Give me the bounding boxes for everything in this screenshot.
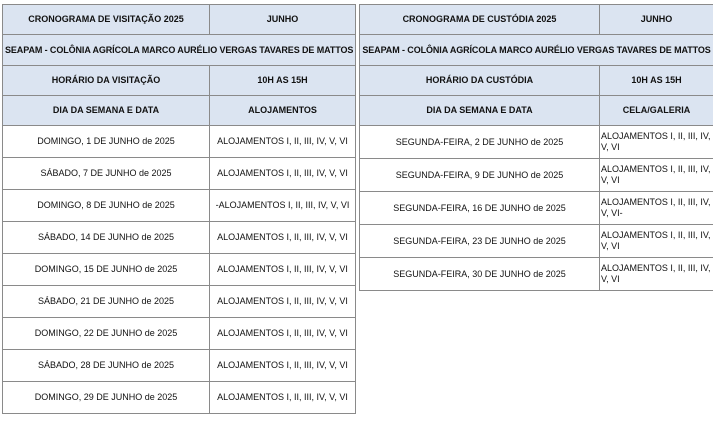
visitation-organization: SEAPAM - COLÔNIA AGRÍCOLA MARCO AURÉLIO VERGAS TAVARES DE MATTOS: [3, 35, 356, 66]
row-date: SEGUNDA-FEIRA, 30 DE JUNHO de 2025: [360, 258, 600, 291]
custody-hours-label: HORÁRIO DA CUSTÓDIA: [360, 66, 600, 96]
table-row: [3, 350, 356, 382]
table-row: [3, 126, 356, 158]
row-date: DOMINGO, 15 DE JUNHO de 2025: [3, 254, 210, 286]
table-row: [3, 158, 356, 190]
table-row: [360, 258, 713, 291]
custody-organization: SEAPAM - COLÔNIA AGRÍCOLA MARCO AURÉLIO VERGAS TAVARES DE MATTOS: [360, 35, 713, 66]
row-location: ALOJAMENTOS I, II, III, IV, V, VI: [600, 126, 713, 159]
row-date: DOMINGO, 8 DE JUNHO de 2025: [3, 190, 210, 222]
table-row: [360, 126, 713, 159]
table-row: [3, 318, 356, 350]
custody-col-date: DIA DA SEMANA E DATA: [360, 96, 600, 126]
row-date: SEGUNDA-FEIRA, 9 DE JUNHO de 2025: [360, 159, 600, 192]
custody-title: CRONOGRAMA DE CUSTÓDIA 2025: [360, 5, 600, 35]
custody-month: JUNHO: [600, 5, 713, 35]
row-date: SÁBADO, 7 DE JUNHO de 2025: [3, 158, 210, 190]
table-row: [360, 159, 713, 192]
visitation-schedule-table: [2, 4, 356, 414]
row-location: ALOJAMENTOS I, II, III, IV, V, VI: [210, 254, 356, 286]
table-row: [360, 192, 713, 225]
row-date: DOMINGO, 1 DE JUNHO de 2025: [3, 126, 210, 158]
visitation-hours-value: 10H AS 15H: [210, 66, 356, 96]
row-location: ALOJAMENTOS I, II, III, IV, V, VI: [210, 158, 356, 190]
row-date: DOMINGO, 29 DE JUNHO de 2025: [3, 382, 210, 414]
visitation-col-date: DIA DA SEMANA E DATA: [3, 96, 210, 126]
row-date: SEGUNDA-FEIRA, 2 DE JUNHO de 2025: [360, 126, 600, 159]
row-date: SEGUNDA-FEIRA, 23 DE JUNHO de 2025: [360, 225, 600, 258]
row-location: ALOJAMENTOS I, II, III, IV, V, VI: [600, 225, 713, 258]
table-row: [3, 190, 356, 222]
row-location: ALOJAMENTOS I, II, III, IV, V, VI: [210, 350, 356, 382]
row-location: ALOJAMENTOS I, II, III, IV, V, VI: [210, 382, 356, 414]
table-row: [3, 222, 356, 254]
visitation-col-location: ALOJAMENTOS: [210, 96, 356, 126]
row-date: SÁBADO, 21 DE JUNHO de 2025: [3, 286, 210, 318]
row-location: ALOJAMENTOS I, II, III, IV, V, VI: [210, 222, 356, 254]
custody-col-location: CELA/GALERIA: [600, 96, 713, 126]
row-location: -ALOJAMENTOS I, II, III, IV, V, VI: [210, 190, 356, 222]
table-row: [360, 225, 713, 258]
table-row: [3, 286, 356, 318]
table-row: [3, 254, 356, 286]
row-location: ALOJAMENTOS I, II, III, IV, V, VI: [210, 286, 356, 318]
visitation-hours-label: HORÁRIO DA VISITAÇÃO: [3, 66, 210, 96]
visitation-month: JUNHO: [210, 5, 356, 35]
row-location: ALOJAMENTOS I, II, III, IV, V, VI-: [600, 192, 713, 225]
row-date: SÁBADO, 28 DE JUNHO de 2025: [3, 350, 210, 382]
row-location: ALOJAMENTOS I, II, III, IV, V, VI: [210, 318, 356, 350]
row-location: ALOJAMENTOS I, II, III, IV, V, VI: [600, 159, 713, 192]
table-row: [3, 382, 356, 414]
custody-schedule-table: [359, 4, 713, 291]
row-location: ALOJAMENTOS I, II, III, IV, V, VI: [600, 258, 713, 291]
row-date: SEGUNDA-FEIRA, 16 DE JUNHO de 2025: [360, 192, 600, 225]
row-location: ALOJAMENTOS I, II, III, IV, V, VI: [210, 126, 356, 158]
row-date: SÁBADO, 14 DE JUNHO de 2025: [3, 222, 210, 254]
custody-hours-value: 10H AS 15H: [600, 66, 713, 96]
visitation-title: CRONOGRAMA DE VISITAÇÃO 2025: [3, 5, 210, 35]
row-date: DOMINGO, 22 DE JUNHO de 2025: [3, 318, 210, 350]
